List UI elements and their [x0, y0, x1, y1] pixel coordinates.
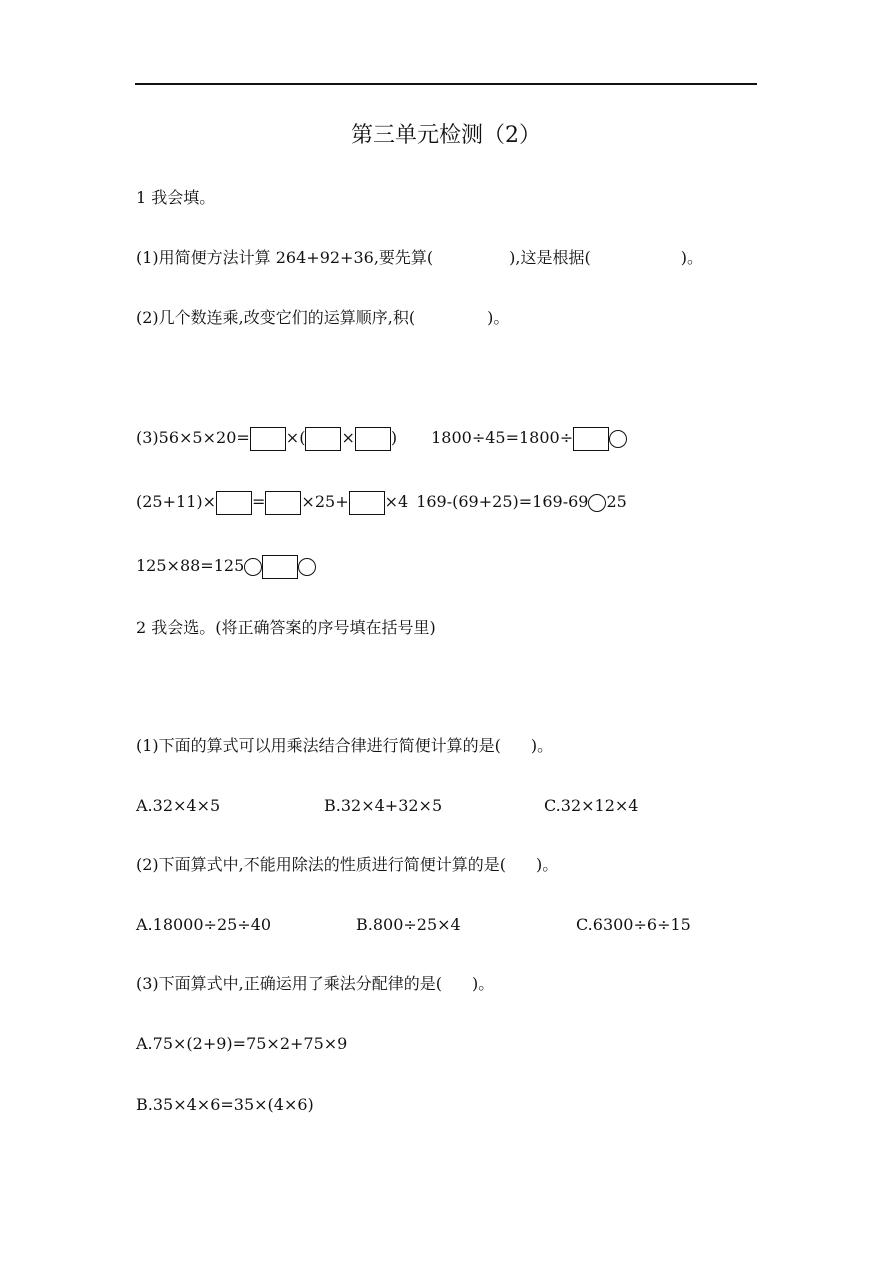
operator-circle[interactable]: [244, 558, 262, 576]
section-1-heading: 1 我会填。: [136, 188, 216, 207]
s2-question-3-stem: (3)下面算式中,正确运用了乘法分配律的是( )。: [136, 974, 495, 993]
answer-box[interactable]: [349, 491, 385, 515]
s1-question-3: (3)56×5×20= ×( × ) 1800÷45=1800÷: [136, 426, 627, 451]
operator-circle[interactable]: [588, 494, 606, 512]
s2-q2-option-a[interactable]: A.18000÷25÷40: [136, 915, 272, 934]
answer-box[interactable]: [573, 427, 609, 451]
s2-q1-option-b[interactable]: B.32×4+32×5: [324, 796, 443, 815]
s2-q3-option-b[interactable]: B.35×4×6=35×(4×6): [136, 1095, 314, 1114]
header-rule: [135, 83, 757, 85]
s2-q3-option-a[interactable]: A.75×(2+9)=75×2+75×9: [136, 1034, 348, 1053]
answer-box[interactable]: [262, 555, 298, 579]
answer-box[interactable]: [216, 491, 252, 515]
s2-q2-option-b[interactable]: B.800÷25×4: [356, 915, 461, 934]
answer-box[interactable]: [355, 427, 391, 451]
s2-q1-option-c[interactable]: C.32×12×4: [544, 796, 639, 815]
s1-question-2: (2)几个数连乘,改变它们的运算顺序,积( )。: [136, 308, 510, 327]
answer-box[interactable]: [250, 427, 286, 451]
operator-circle[interactable]: [609, 430, 627, 448]
s1-question-1: (1)用简便方法计算 264+92+36,要先算( ),这是根据( )。: [136, 248, 703, 267]
s2-question-1-stem: (1)下面的算式可以用乘法结合律进行简便计算的是( )。: [136, 736, 554, 755]
section-2-heading: 2 我会选。(将正确答案的序号填在括号里): [136, 618, 436, 637]
page-title: 第三单元检测（2）: [351, 123, 541, 148]
answer-box[interactable]: [265, 491, 301, 515]
s2-q1-option-a[interactable]: A.32×4×5: [136, 796, 221, 815]
s2-question-2-stem: (2)下面算式中,不能用除法的性质进行简便计算的是( )。: [136, 855, 559, 874]
answer-box[interactable]: [305, 427, 341, 451]
s2-q2-option-c[interactable]: C.6300÷6÷15: [576, 915, 691, 934]
operator-circle[interactable]: [298, 558, 316, 576]
s1-question-5: 125×88=125: [136, 554, 316, 579]
s1-question-4: (25+11)× = ×25+ ×4 169-(69+25)=169-69 25: [136, 490, 627, 515]
